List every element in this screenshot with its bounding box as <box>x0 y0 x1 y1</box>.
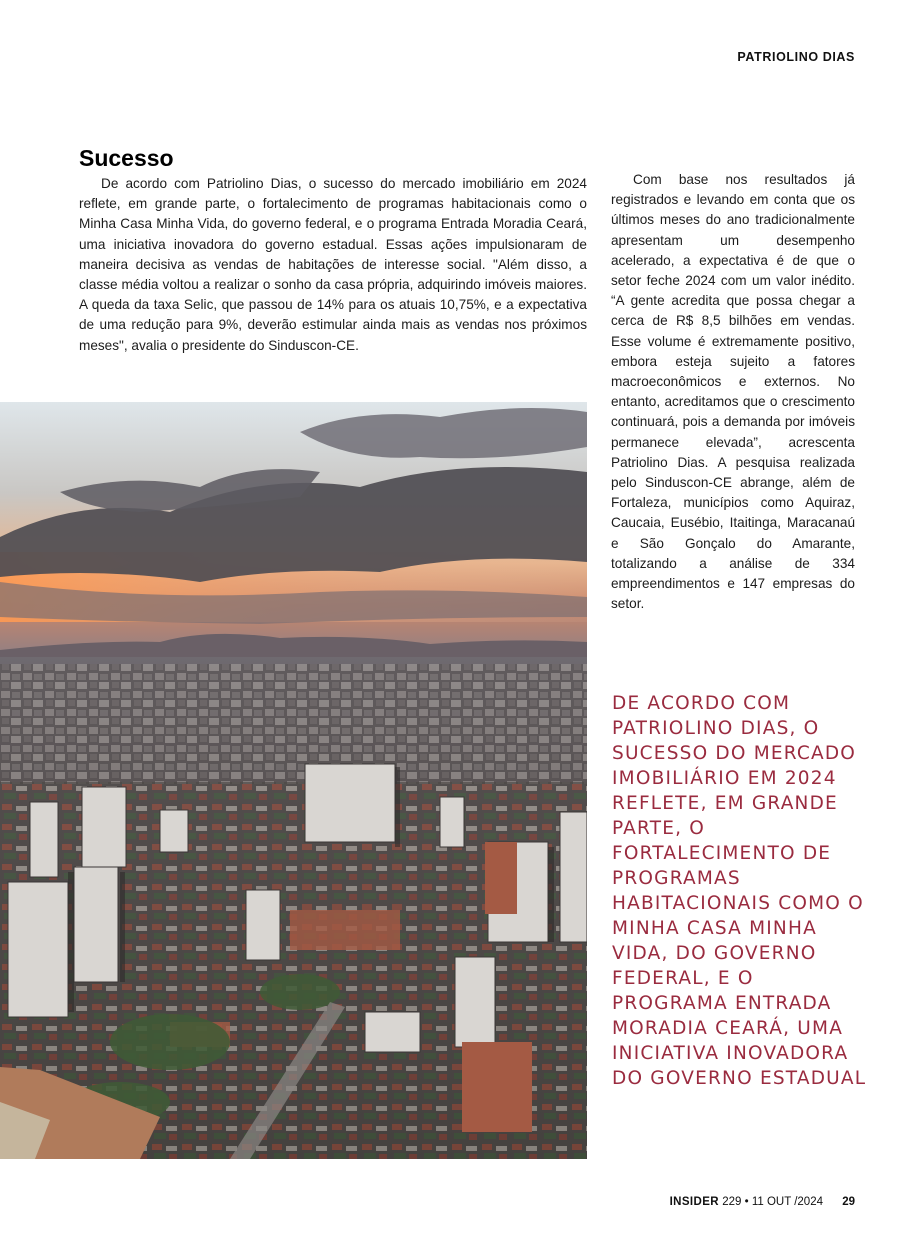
page-number: 29 <box>842 1196 855 1208</box>
article-paragraph-right: Com base nos resultados já registrados e levando em conta que os últimos meses do ano tradicionalmente apresentam um desempenho acelerado, a expectativa é de que o setor feche 2024 com um valor inédito. “A gente acredita que possa chegar a cerca de R$ 8,5 bilhões em vendas. Esse volume é extremamente positivo, embora esteja sujeito a fatores macroeconômicos e externos. No entanto, acreditamos que o crescimento continuará, pois a demanda por imóveis permanece elevada”, acrescenta Patriolino Dias. A pesquisa realizada pelo Sinduscon-CE abrange, além de Fortaleza, municípios como Aquiraz, Caucaia, Eusébio, Itaitinga, Maracanaú e São Gonçalo do Amarante, totalizando a análise de 334 empreendimentos e 147 empresas do setor. <box>611 172 855 612</box>
pull-quote: DE ACORDO COM PATRIOLINO DIAS, O SUCESSO DO MERCADO IMOBILIÁRIO EM 2024 REFLETE, EM GRANDE PARTE, O FORTALECIMENTO DE PROGRAMAS HABITACIONAIS COMO O MINHA CASA MINHA VIDA, DO GOVERNO FEDERAL, E O PROGRAMA ENTRADA MORADIA CEARÁ, UMA INICIATIVA INOVADORA DO GOVERNO ESTADUAL <box>612 693 867 1089</box>
city-aerial-photo <box>0 402 587 1159</box>
article-right-column <box>611 170 855 614</box>
running-header: PATRIOLINO DIAS <box>737 50 855 64</box>
section-title: Sucesso <box>79 145 174 171</box>
article-paragraph-left: De acordo com Patriolino Dias, o sucesso do mercado imobiliário em 2024 reflete, em grande parte, o fortalecimento de programas habitacionais como o Minha Casa Minha Vida, do governo federal, e o programa Entrada Moradia Ceará, uma iniciativa inovadora do governo estadual. Essas ações impulsionaram de maneira decisiva as vendas de habitações de interesse social. "Além disso, a classe média voltou a realizar o sonho da casa própria, adquirindo imóveis maiores. A queda da taxa Selic, que passou de 14% para os atuais 10,75%, e a expectativa de uma redução para 9%, deverão estimular ainda mais as vendas nos próximos meses", avalia o presidente do Sinduscon-CE. <box>79 176 587 353</box>
magazine-name: INSIDER <box>669 1196 720 1208</box>
page-footer <box>670 1196 855 1208</box>
article-left-column <box>79 174 587 356</box>
issue-info: 229 • 11 OUT /2024 <box>722 1196 823 1208</box>
